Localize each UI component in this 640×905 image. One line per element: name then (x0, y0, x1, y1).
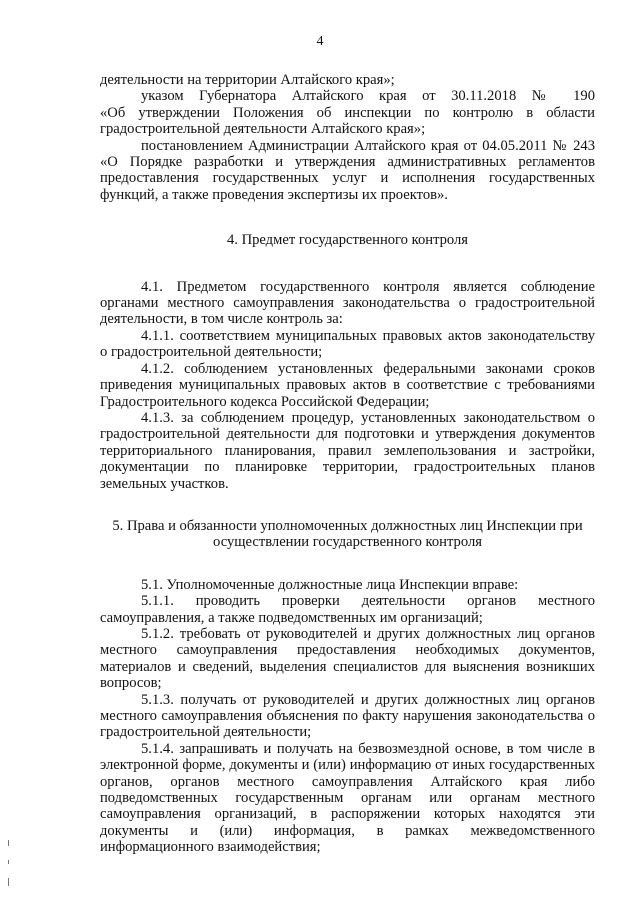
scan-speck (8, 840, 9, 846)
clause-5-1-2: 5.1.2. требовать от руководителей и других должностных лиц органов местного самоуправления предоставления необходимых документов, материалов и сведений, выделения специалистов для выяснения возникших вопросов; (100, 625, 595, 692)
clause-4-1-2: 4.1.2. соблюдением установленных федеральными законами сроков приведения муниципальных правовых актов в соответствие с требованиями Градостроительного кодекса Российской Федерации; (100, 360, 595, 410)
scan-margin-marks (8, 840, 12, 900)
section-heading-5-line-1: 5. Права и обязанности уполномоченных должностных лиц Инспекции при (112, 517, 583, 534)
clause-4-1-1: 4.1.1. соответствием муниципальных правовых актов законодательству о градостроительной деятельности; (100, 327, 595, 361)
document-body (100, 72, 595, 856)
clause-5-1-4: 5.1.4. запрашивать и получать на безвозмездной основе, в том числе в электронной форме, документы и (или) информацию от иных государственных органов, органов местного самоуправления Алтайского края либо подведомственных государственным органам или органам местного самоуправления организаций, в распоряжении которых находятся эти документы и (или) информация, в рамках межведомственного информационного взаимодействия; (100, 740, 595, 856)
clause-5-1-3: 5.1.3. получать от руководителей и других должностных лиц органов местного самоуправления объяснения по факту нарушения законодательства о градостроительной деятельности; (100, 691, 595, 741)
page-number: 4 (316, 34, 324, 49)
scan-speck (8, 878, 9, 886)
paragraph-decree-title: «Об утверждении Положения об инспекции по контролю в области градостроительной деятельности Алтайского края»; (100, 104, 595, 138)
clause-4-1-3: 4.1.3. за соблюдением процедур, установленных законодательством о градостроительной деятельности для подготовки и утверждения документов территориального планирования, правил землепользования и застройки, документации по планировке территории, градостроительных планов земельных участков. (100, 409, 595, 492)
clause-4-1: 4.1. Предметом государственного контроля является соблюдение органами местного самоуправления законодательства о градостроительной деятельности, в том числе контроль за: (100, 278, 595, 328)
scan-speck (8, 860, 9, 864)
section-heading-4: 4. Предмет государственного контроля (226, 232, 469, 249)
section-heading-5-line-2: осуществлении государственного контроля (213, 534, 482, 551)
clause-5-1-1: 5.1.1. проводить проверки деятельности органов местного самоуправления, а также подведомственных им организаций; (100, 593, 595, 626)
paragraph-decree-ref-line: указом Губернатора Алтайского края от 30.11.2018 № 190 (141, 88, 595, 105)
paragraph-resolution-title: «О Порядке разработки и утверждения административных регламентов предоставления государственных услуг и исполнения государственных функций, а также проведения экспертизы их проектов». (100, 154, 595, 203)
paragraph-resolution-ref-line: постановлением Администрации Алтайского края от 04.05.2011 № 243 (141, 137, 595, 154)
paragraph-continuation: деятельности на территории Алтайского края»; (100, 72, 395, 88)
clause-5-1: 5.1. Уполномоченные должностные лица Инспекции вправе: (141, 576, 519, 593)
section-heading-5 (100, 518, 595, 551)
